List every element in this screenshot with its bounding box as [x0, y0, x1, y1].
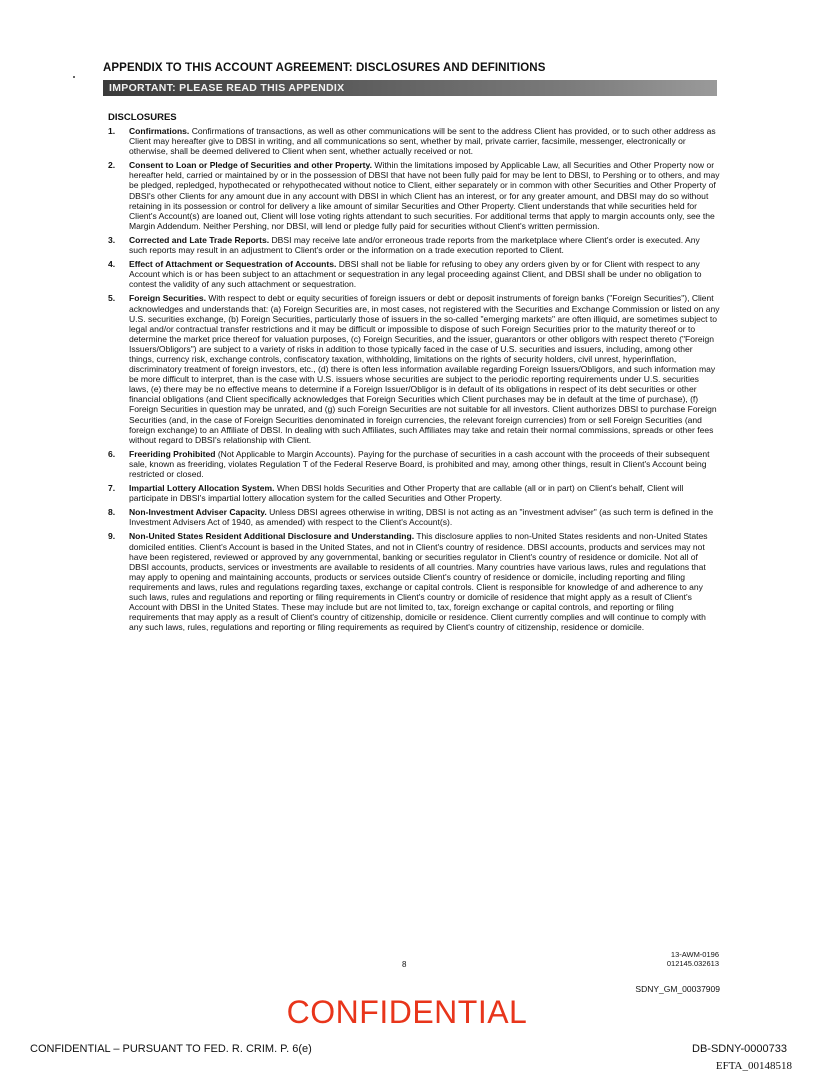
item-number: 5. [108, 293, 116, 304]
item-body: Unless DBSI agrees otherwise in writing, DBSI is not acting as an "investment adviser" (as such term is defined in the Investment Advisers Act of 1940, as amended) with respect to the Client's Account(s). [129, 507, 714, 528]
list-item [108, 449, 720, 479]
list-item [108, 259, 720, 289]
item-body: DBSI shall not be liable for refusing to obey any orders given by or for Client with respect to any Account which is or has been subject to an attachment or sequestration in any legal proceeding against Client, and DBSI shall be under no obligation to contest the validity of any such attachment or sequestration. [129, 259, 702, 290]
item-title: Corrected and Late Trade Reports. [129, 234, 270, 245]
disclosures-list [108, 126, 720, 636]
bates-number-gm: SDNY_GM_00037909 [635, 984, 720, 994]
item-number: 6. [108, 448, 116, 459]
item-number: 1. [108, 126, 116, 136]
efta-number: EFTA_00148518 [715, 1060, 792, 1072]
page-title: APPENDIX TO THIS ACCOUNT AGREEMENT: DISCLOSURES AND DEFINITIONS [103, 62, 546, 74]
item-title: Non-Investment Adviser Capacity. [129, 507, 267, 518]
confidential-notice: CONFIDENTIAL – PURSUANT TO FED. R. CRIM. P. 6(e) [30, 1043, 312, 1055]
item-body: Within the limitations imposed by Applicable Law, all Securities and Other Property now or hereafter held, carried or maintained by or in the possession of DBSI that have not been fully paid for may be lent to DBSI, to Pershing or to others, and may be pledged, repledged, hypothecated or rehypothecated without notice to Client, either separately or in common with other Securities and Other Property of DBSI's other Clients for any amount due in any account with DBSI in which Client has an interest, or for any greater amount, and DBSI may do so without retaining in its possession or control for delivery a like amount of similar Securities and Other Property. Client understands that while securities held for Client's Account(s) are loaned out, Client will lose voting rights attendant to such securities. For additional terms that apply to margin accounts only, see the Margin Addendum. Neither Pershing, nor DBSI, will lend or pledge fully paid for securities without Client's written permission. [129, 160, 720, 231]
list-item [108, 531, 720, 632]
confidential-stamp: CONFIDENTIAL [286, 994, 528, 1030]
item-title: Foreign Securities. [129, 293, 206, 304]
item-title: Non-United States Resident Additional Disclosure and Understanding. [129, 531, 415, 542]
item-body: With respect to debt or equity securities of foreign issuers or debt or deposit instruments of foreign banks ("Foreign Securities"), Client acknowledges and understands that: (a) Foreign Securities are, in most cases, not registered with the Securities and Exchange Commission or listed on any U.S. securities exchange, (b) Foreign Securities, particularly those of issuers in the so-called "emerging markets" are often illiquid, are sometimes subject to legal and/or contractual transfer restrictions and it may be difficult or impossible to dispose of such Foreign Securities prior to the maturity thereof or to determine the market price thereof for valuation purposes, (c) Foreign Securities, and the issuer, guarantors or other obligors with respect thereto ("Foreign Issuers/Obligors") are subject to a variety of risks in addition to those typically faced in the case of U.S. securities and issuers, including, among other things, currency risk, exchange controls, confiscatory taxation, withholding, limitations on the rights of security holders, civil unrest, hyperinflation, discriminatory treatment of foreign investors, etc., (d) there is often less information available regarding Foreign Issuers/Obligors, and such information may be more difficult to interpret, than is the case with U.S. issuers whose securities are subject to the periodic reporting requirements under U.S. securities laws, (e) there may be no effective means to determine if a Foreign Issuer/Obligor is in default of its obligations in respect of its debt securities or other financial obligations (and Client specifically acknowledges that Foreign Securities which Client purchases may be in default at the time of purchase), (f) Foreign Securities in question may be unrated, and (g) such Foreign Securities are not suitable for all investors. Client authorizes DBSI to purchase Foreign Securities (and, in the case of Foreign Securities denominated in foreign currencies, the relevant foreign currencies) from or sell Foreign Securities (and foreign exchange) to an Affiliate of DBSI. In dealing with such Affiliates, such Affiliates may take and retain their normal commissions, spreads or other fees without regard to DBSI's relationship with Client. [129, 293, 720, 445]
document-code [667, 950, 719, 968]
list-item [108, 507, 720, 527]
item-title: Freeriding Prohibited [129, 448, 216, 459]
item-title: Effect of Attachment or Sequestration of Accounts. [129, 259, 337, 270]
item-number: 7. [108, 483, 116, 494]
item-title: Confirmations. [129, 126, 190, 136]
list-item [108, 126, 720, 156]
item-number: 2. [108, 160, 116, 171]
item-body: Confirmations of transactions, as well as other communications will be sent to the address Client has provided, or to such other address as Client may hereafter give to DBSI in writing, and all communications so sent, whether by mail, private carrier, facsimile, messenger, electronically or otherwise, shall be deemed delivered to Client when sent, whether actually received or not. [129, 126, 716, 157]
item-title: Impartial Lottery Allocation System. [129, 483, 275, 494]
item-number: 8. [108, 507, 116, 518]
important-banner: IMPORTANT: PLEASE READ THIS APPENDIX [103, 80, 717, 96]
list-item [108, 293, 720, 444]
item-body: (Not Applicable to Margin Accounts). Paying for the purchase of securities in a cash account with the proceeds of their subsequent sale, known as freeriding, violates Regulation T of the Federal Reserve Board, is prohibited and may, among other things, result in Client's Account being restricted or closed. [129, 448, 710, 479]
item-number: 9. [108, 531, 116, 542]
list-item [108, 235, 720, 255]
page-number: 8 [402, 960, 407, 969]
document-code-line1: 13-AWM-0196 [670, 950, 719, 959]
item-body: When DBSI holds Securities and Other Property that are callable (all or in part) on Client's behalf, Client will participate in DBSI's impartial lottery allocation system for the called Securities and Other Property. [129, 483, 684, 504]
document-code-line2: 012145.032613 [666, 959, 719, 968]
section-heading: DISCLOSURES [108, 112, 177, 123]
list-item [108, 160, 720, 231]
item-body: This disclosure applies to non-United States residents and non-United States domiciled entities. Client's Account is based in the United States, and not in Client's country of residence. DBSI accounts, products and services may not have been registered, reviewed or approved by any governmental, banking or securities regulator in Client's country of residence or domicile. Not all of DBSI accounts, products, services or investments are available to residents of all countries. Many countries have various laws, rules and regulations that may apply to opening and maintaining accounts, products or services outside Client's country of residence or domicile, including reporting and filing requirements and laws, rules and regulations regarding taxes, exchange or capital controls. Client is responsible for knowledge of and adherence to any such laws, rules and regulations and reporting or filing requirements in Client's country or domicile of residence that might apply as a result of Client's Account with DBSI in the United States. These may include but are not limited to, tax, foreign exchange or capital controls, and reporting or filing requirements that may apply as a result of Client's country of citizenship, domicile or residence. Client currently complies and will continue to comply with any such laws, rules, regulations and reporting or filing requirements as required by Client's country of citizenship, residence or domicile. [129, 531, 708, 633]
list-item [108, 483, 720, 503]
bates-number-db-sdny: DB-SDNY-0000733 [692, 1043, 787, 1055]
item-title: Consent to Loan or Pledge of Securities and other Property. [129, 160, 372, 171]
item-number: 3. [108, 234, 116, 245]
item-body: DBSI may receive late and/or erroneous trade reports from the marketplace where Client's order is executed. Any such reports may result in an adjustment to Client's order or the information on a trade execution reported to Client. [129, 234, 700, 256]
item-number: 4. [108, 259, 116, 270]
scan-mark [73, 76, 75, 78]
